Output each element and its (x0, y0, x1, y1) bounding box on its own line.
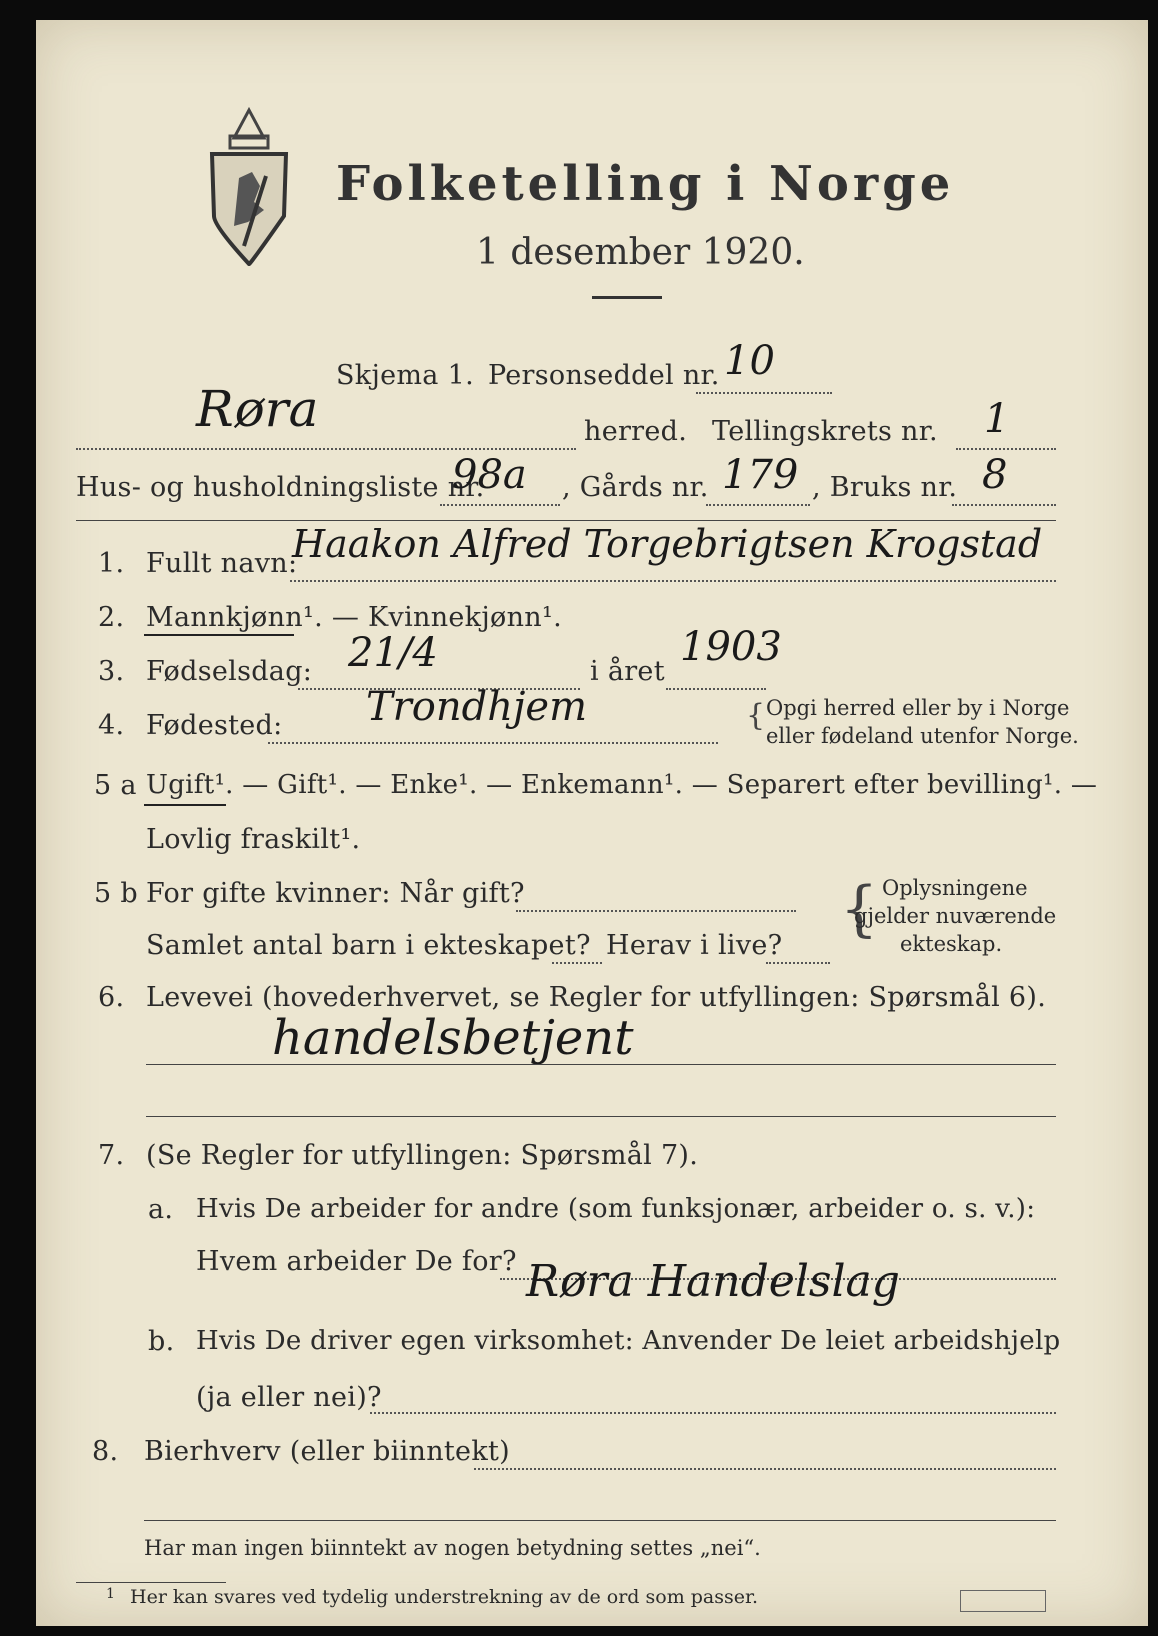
tellingskrets-label: Tellingskrets nr. (712, 416, 938, 447)
q6-label: Levevei (hovederhvervet, se Regler for utfyllingen: Spørsmål 6). (146, 982, 1047, 1013)
coat-of-arms-icon (204, 106, 294, 266)
q5a-line-2: Lovlig fraskilt¹. (146, 824, 361, 855)
hus-label: Hus- og husholdningsliste nr. (76, 472, 485, 503)
q7a-line-1: Hvis De arbeider for andre (som funksjonær, arbeider o. s. v.): (196, 1194, 1036, 1224)
q6-num: 6. (98, 982, 125, 1013)
q8-num: 8. (92, 1436, 119, 1467)
skjema-label: Skjema 1. (336, 360, 474, 391)
q5b-num: 5 b (94, 878, 138, 909)
q5a-num: 5 a (94, 770, 137, 801)
census-form: Folketelling i Norge 1 desember 1920. Skjema 1. Personseddel nr. 10 Røra herred. Tellingskrets nr. 1 Hus- og husholdningsliste nr. 98a , Gårds nr. 179 , Bruks nr. 8 1. Fullt navn: Haakon Alfred Torgebrigtsen Krogstad 2. Mannkjønn¹. — Kvinnekjønn¹. 3. Fødselsdag: 21/4 i året 1903 4. Fødested: Trondhjem { Opgi herred eller by i Norge eller fødeland utenfor Norge. 5 a Ugift¹. — Gift¹. — Enke¹. — Enkemann¹. — Separert efter bevilling¹. — Lovlig fraskilt¹. 5 b For gifte kvinner: Når gift? Samlet antal barn i ekteskapet? Herav i live? { Oplysningene gjelder nuværende ekteskap. 6. Levevei (hovederhvervet, se Regler for utfyllingen: Spørsmål 6). handelsbetjent 7. (Se Regler for utfyllingen: Spørsmål 7). a. Hvis De arbeider for andre (som funksjonær, arbeider o. s. v.): Hvem arbeider De for? Røra Handelslag b. Hvis De driver egen virksomhet: Anvender De leiet arbeidshjelp (ja eller nei)? 8. Bierhverv (eller biinntekt) Har man ingen biinntekt av nogen betydning settes „nei“. 1 Her kan svares ved tydelig understrekning av de ord som passer. (36, 20, 1148, 1626)
birthdate-value: 21/4 (348, 630, 438, 676)
q7a-num: a. (148, 1194, 174, 1225)
year-label: i året (590, 656, 665, 687)
ugift-underline (144, 804, 226, 806)
form-title: Folketelling i Norge (336, 156, 955, 212)
footer-note: Har man ingen biinntekt av nogen betydning settes „nei“. (144, 1536, 761, 1560)
birthplace-value: Trondhjem (366, 684, 588, 730)
full-name-value: Haakon Alfred Torgebrigtsen Krogstad (292, 522, 1043, 566)
tellingskrets-value: 1 (984, 396, 1010, 442)
personseddel-value: 10 (724, 338, 775, 384)
q7b-num: b. (148, 1326, 175, 1357)
q5b-label-1: For gifte kvinner: Når gift? (146, 878, 525, 909)
footnote-text: Her kan svares ved tydelig understrekning av de ord som passer. (130, 1586, 759, 1608)
birth-year-value: 1903 (680, 624, 782, 670)
occupation-value: handelsbetjent (272, 1010, 634, 1066)
q4-note-1: Opgi herred eller by i Norge (766, 696, 1070, 720)
q4-note-2: eller fødeland utenfor Norge. (766, 724, 1079, 748)
q7b-line-1: Hvis De driver egen virksomhet: Anvender De leiet arbeidshjelp (196, 1326, 1061, 1356)
q4-label: Fødested: (146, 710, 283, 741)
title-divider (592, 296, 662, 299)
q5b-label-3: Herav i live? (606, 930, 783, 961)
herred-value: Røra (196, 380, 319, 438)
q7b-line-2: (ja eller nei)? (196, 1382, 382, 1413)
q5b-note-2: gjelder nuværende (854, 904, 1057, 928)
q3-num: 3. (98, 656, 125, 687)
header-rule (76, 520, 1056, 521)
q4-num: 4. (98, 710, 125, 741)
q2-label: Mannkjønn¹. — Kvinnekjønn¹. (146, 602, 562, 633)
q7a-line-2: Hvem arbeider De for? (196, 1246, 517, 1277)
q7-label: (Se Regler for utfyllingen: Spørsmål 7). (146, 1140, 699, 1171)
mannkjonn-underline (144, 634, 294, 636)
printer-stamp (960, 1590, 1046, 1612)
q1-num: 1. (98, 548, 125, 579)
q8-label: Bierhverv (eller biinntekt) (144, 1436, 510, 1467)
bruks-value: 8 (982, 452, 1008, 498)
q3-label: Fødselsdag: (146, 656, 313, 687)
hus-value: 98a (452, 452, 527, 498)
personseddel-label: Personseddel nr. (488, 360, 720, 391)
q5b-label-2: Samlet antal barn i ekteskapet? (146, 930, 591, 961)
footnote-mark: 1 (106, 1586, 115, 1602)
q2-num: 2. (98, 602, 125, 633)
q1-label: Fullt navn: (146, 548, 298, 579)
gards-label: , Gårds nr. (562, 472, 709, 503)
herred-label: herred. (584, 416, 688, 447)
q5a-line-1: Ugift¹. — Gift¹. — Enke¹. — Enkemann¹. — Separert efter bevilling¹. — (146, 770, 1098, 800)
gards-value: 179 (722, 452, 799, 498)
bruks-label: , Bruks nr. (812, 472, 958, 503)
q5b-note-3: ekteskap. (900, 932, 1003, 956)
q7-num: 7. (98, 1140, 125, 1171)
form-subtitle: 1 desember 1920. (476, 232, 805, 273)
employer-value: Røra Handelslag (526, 1256, 900, 1307)
q5b-note-1: Oplysningene (882, 876, 1028, 900)
